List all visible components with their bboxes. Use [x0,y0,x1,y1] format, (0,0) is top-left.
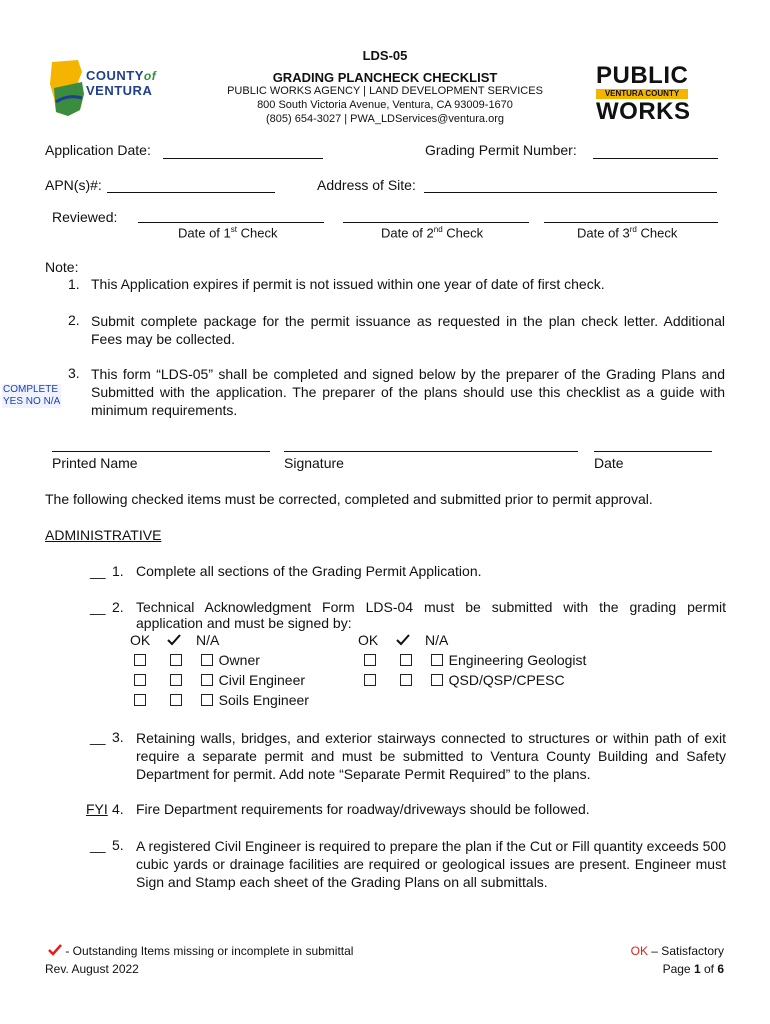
pw-logo-line2: WORKS [596,98,691,125]
geologist-na-checkbox[interactable] [431,654,443,666]
public-works-logo [596,62,691,132]
printed-name-label: Printed Name [52,455,138,471]
printed-name-field[interactable] [52,451,270,452]
soils-ok-checkbox[interactable] [134,694,146,706]
county-logo-line2: VENTURA [86,83,153,98]
form-code: LDS-05 [362,48,408,63]
signature-label: Signature [284,455,344,471]
note-2-num: 2. [68,312,80,328]
county-of-ventura-logo [48,58,168,120]
civil-na-checkbox[interactable] [201,674,213,686]
grading-permit-number-label: Grading Permit Number: [425,142,577,158]
signer-row-qsd [364,672,565,688]
apn-field[interactable] [107,192,275,193]
application-date-field[interactable] [163,158,323,159]
item-1-text: Complete all sections of the Grading Permit Application. [136,563,482,579]
note-heading: Note: [45,259,79,275]
na-header-right: N/A [425,632,449,648]
note-3-num: 3. [68,365,80,381]
item-3-text: Retaining walls, bridges, and exterior stairways connected to structures or within path of exit require a separate permit and must be submitted to Ventura County Building and Safety Department for permit. Add note “Separate Permit Required” to the plans. [136,730,726,782]
date-field[interactable] [594,451,712,452]
county-logo-line1: COUNTY [86,68,144,83]
item-1-num: 1. [112,563,124,579]
form-title: GRADING PLANCHECK CHECKLIST [272,70,498,85]
item-5-text: A registered Civil Engineer is required to prepare the plan if the Cut or Fill quantity exceeds 500 cubic yards or drainage facilities are required or geological issues are present. Engineer must Sign and Stamp each sheet of the Grading Plans on all submittals. [136,838,726,890]
apn-label: APN(s)#: [45,177,102,193]
application-date-label: Application Date: [45,142,151,158]
check3-label: Date of 3rd Check [577,225,678,241]
section-title-administrative: ADMINISTRATIVE [45,527,162,543]
civil-ok-checkbox[interactable] [134,674,146,686]
intro-text: The following checked items must be corrected, completed and submitted prior to permit approval. [45,491,653,507]
note-1-num: 1. [68,276,80,292]
agency-contact: (805) 654-3027 | PWA_LDServices@ventura.org [265,113,504,125]
soils-na-checkbox[interactable] [201,694,213,706]
note-1-text: This Application expires if permit is not issued within one year of date of first check. [91,276,605,292]
red-check-icon [48,944,62,956]
signer-soils-engineer-label: Soils Engineer [218,692,309,708]
signer-row-engineering-geologist [364,652,586,668]
signer-row-owner [134,652,260,668]
note-2-text: Submit complete package for the permit issuance as requested in the plan check letter. Additional Fees may be collected. [91,313,725,347]
agency-address: 800 South Victoria Avenue, Ventura, CA 93009-1670 [257,99,513,111]
footer-page-number: Page 1 of 6 [662,962,724,976]
pw-logo-line1: PUBLIC [596,62,689,89]
item-3-prefix[interactable]: __ [90,729,106,745]
check1-label: Date of 1st Check [178,225,278,241]
signer-civil-engineer-label: Civil Engineer [218,672,306,688]
note-3-text: This form “LDS-05” shall be completed and signed below by the preparer of the Grading Plans and Submitted with the application. The preparer of the plans should use this checklist as a guide with minimum requirements. [91,366,725,418]
item-4-text: Fire Department requirements for roadway/driveways should be followed. [136,801,590,817]
ok-header-right: OK [358,632,379,648]
footer-ok: OK [630,944,648,958]
geologist-yes-checkbox[interactable] [400,654,412,666]
complete-label-line1: COMPLETE [3,384,59,395]
soils-yes-checkbox[interactable] [170,694,182,706]
signer-row-civil-engineer [134,672,305,688]
complete-label-line2: YES NO N/A [3,396,61,407]
item-2-prefix[interactable]: __ [90,599,106,615]
signer-qsd-label: QSD/QSP/CPESC [448,672,565,688]
geologist-ok-checkbox[interactable] [364,654,376,666]
item-1-prefix[interactable]: __ [90,563,106,579]
footer-ok-legend [631,944,724,958]
signer-engineering-geologist-label: Engineering Geologist [448,652,587,668]
owner-ok-checkbox[interactable] [134,654,146,666]
address-of-site-field[interactable] [424,192,717,193]
check2-label: Date of 2nd Check [381,225,484,241]
item-4-prefix[interactable]: FYI [86,801,108,817]
qsd-ok-checkbox[interactable] [364,674,376,686]
pw-logo-band: VENTURA COUNTY [596,89,688,99]
county-logo-of: of [143,69,157,83]
signature-field[interactable] [284,451,578,452]
complete-status-label [2,384,61,408]
county-map-icon [48,58,88,120]
qsd-yes-checkbox[interactable] [400,674,412,686]
civil-yes-checkbox[interactable] [170,674,182,686]
owner-yes-checkbox[interactable] [170,654,182,666]
signer-owner-label: Owner [218,652,260,668]
address-of-site-label: Address of Site: [317,177,416,193]
footer-ok-desc: – Satisfactory [647,944,724,958]
item-5-num: 5. [112,837,124,853]
footer-legend-text: - Outstanding Items missing or incomplete in submittal [65,944,354,958]
check-icon [167,634,181,646]
item-3-num: 3. [112,729,124,745]
owner-na-checkbox[interactable] [201,654,213,666]
item-5-prefix[interactable]: __ [90,837,106,853]
qsd-na-checkbox[interactable] [431,674,443,686]
check3-date-field[interactable] [544,222,718,223]
signer-row-soils-engineer [134,692,309,708]
check2-date-field[interactable] [343,222,529,223]
check1-date-field[interactable] [138,222,324,223]
footer-revision: Rev. August 2022 [45,962,139,976]
footer-legend [48,944,353,958]
date-label: Date [594,455,624,471]
item-2-text: Technical Acknowledgment Form LDS-04 must be submitted with the grading permit application and must be signed by: [136,599,726,631]
agency-name: PUBLIC WORKS AGENCY | LAND DEVELOPMENT SERVICES [227,85,543,97]
check-icon [396,634,410,646]
item-2-num: 2. [112,599,124,615]
item-4-num: 4. [112,801,124,817]
na-header-left: N/A [196,632,220,648]
reviewed-label: Reviewed: [52,209,118,225]
ok-header-left: OK [130,632,151,648]
grading-permit-number-field[interactable] [593,158,718,159]
